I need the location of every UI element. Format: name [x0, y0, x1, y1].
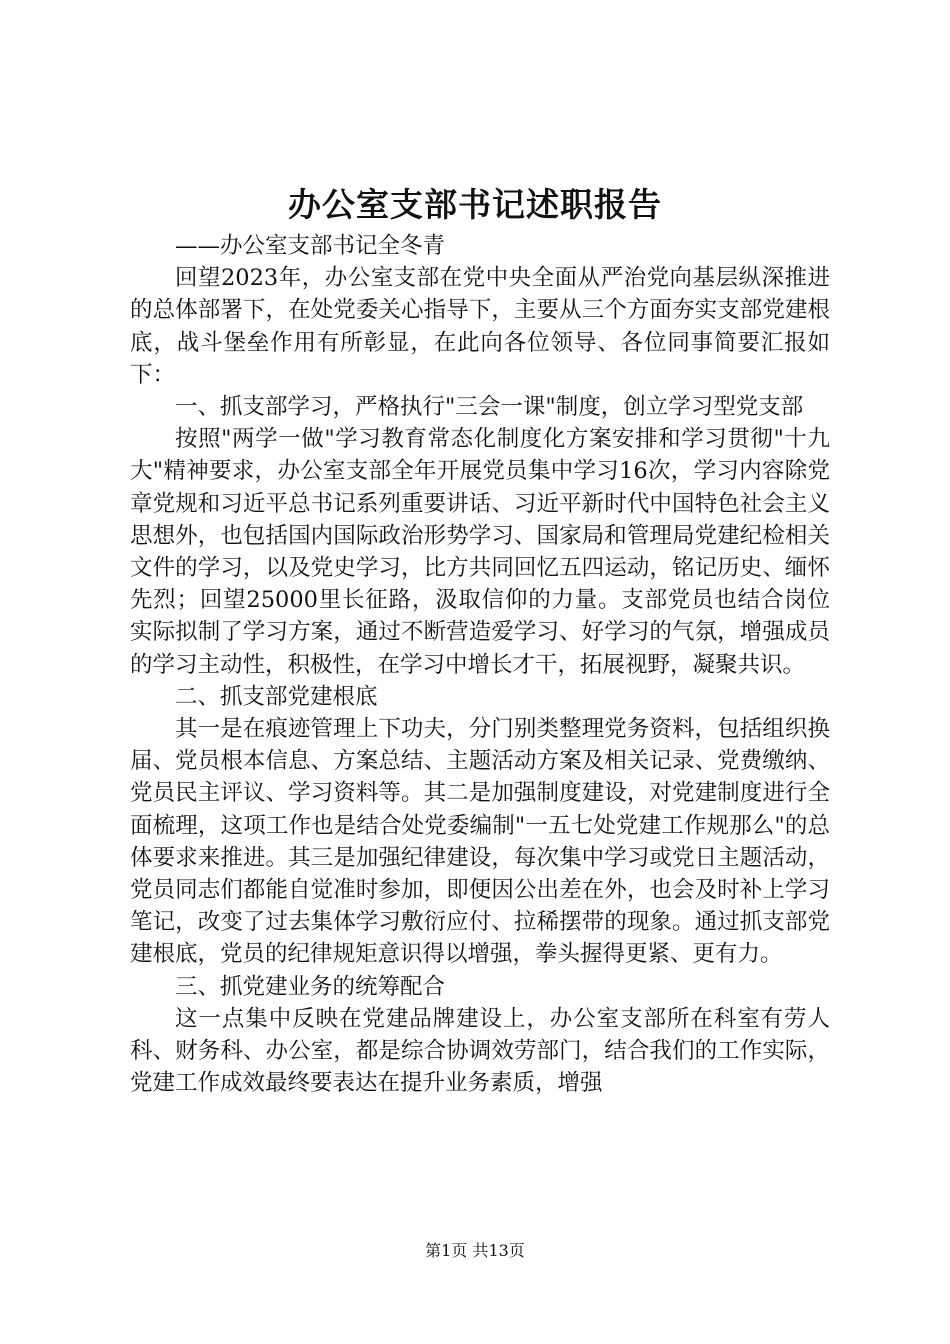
- paragraph: 其一是在痕迹管理上下功夫，分门别类整理党务资料，包括组织换届、党员根本信息、方案总结、主题活动方案及相关记录、党费缴纳、党员民主评议、学习资料等。其二是加强制度建设，对党建制度进行全面梳理，这项工作也是结合处党委编制"一五七处党建工作规那么"的总体要求来推进。其三是加强纪律建设，每次集中学习或党日主题活动，党员同志们都能自觉准时参加，即便因公出差在外，也会及时补上学习笔记，改变了过去集体学习敷衍应付、拉稀摆带的现象。通过抓支部党建根底，党员的纪律规矩意识得以增强，拳头握得更紧、更有力。: [130, 716, 830, 968]
- document-subtitle: ——办公室支部书记全冬青: [175, 233, 446, 259]
- section-heading: 一、抓支部学习，严格执行"三会一课"制度，创立学习型党支部: [175, 394, 804, 421]
- page-number: 第1页 共13页: [425, 1241, 525, 1260]
- paragraph: 回望2023年，办公室支部在党中央全面从严治党向基层纵深推进的总体部署下，在处党委关心指导下，主要从三个方面夯实支部党建根底，战斗堡垒作用有所彰显，在此向各位领导、各位同事简要汇报如下：: [130, 265, 830, 388]
- document-body: [130, 230, 830, 1099]
- section-heading: 二、抓支部党建根底: [175, 683, 378, 710]
- paragraph: 按照"两学一做"学习教育常态化制度化方案安排和学习贯彻"十九大"精神要求，办公室支部全年开展党员集中学习16次，学习内容除党章党规和习近平总书记系列重要讲话、习近平新时代中国特色社会主义思想外，也包括国内国际政治形势学习、国家局和管理局党建纪检相关文件的学习，以及党史学习，比方共同回忆五四运动，铭记历史、缅怀先烈；回望25000里长征路，汲取信仰的力量。支部党员也结合岗位实际拟制了学习方案，通过不断营造爱学习、好学习的气氛，增强成员的学习主动性，积极性，在学习中增长才干，拓展视野，凝聚共识。: [130, 426, 830, 678]
- section-heading: 三、抓党建业务的统筹配合: [175, 973, 446, 1000]
- document-title: 办公室支部书记述职报告: [288, 185, 662, 224]
- paragraph: 这一点集中反映在党建品牌建设上，办公室支部所在科室有劳人科、财务科、办公室，都是综合协调效劳部门，结合我们的工作实际，党建工作成效最终要表达在提升业务素质，增强: [130, 1005, 830, 1097]
